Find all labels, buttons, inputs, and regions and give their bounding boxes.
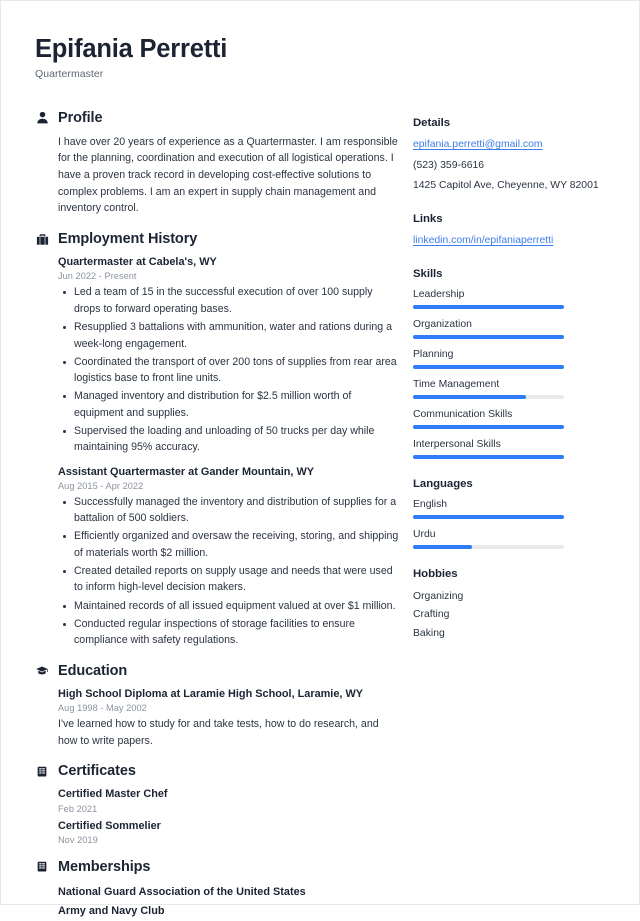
skill-label: Time Management [413,378,500,390]
section-memberships [35,859,399,921]
skill-track [413,305,564,309]
mailing-address: 1425 Capitol Ave, Cheyenne, WY 82001 [413,180,599,192]
sidebar-section-details [413,117,609,194]
skill-track [413,425,564,429]
email-link[interactable]: epifania.perretti@gmail.com [413,139,543,150]
hobby-item: Crafting [413,609,450,621]
job-bullet: Led a team of 15 in the successful execution of over 100 supply drops to forward operating bases. [58,284,399,317]
clipboard-icon [35,859,49,874]
sidebar-section-skills [413,268,609,459]
education-entry [58,687,399,750]
language-label: English [413,498,448,510]
membership-item: Army and Navy Club [58,904,165,917]
section-employment-history [35,231,399,648]
main-column [35,35,413,917]
section-body [35,687,399,750]
job-bullet: Supervised the loading and unloading of 50 trucks per day while maintaining 95% accuracy. [58,423,399,456]
candidate-name: Epifania Perretti [35,35,228,63]
certificate-entry [58,819,399,845]
skill-label: Interpersonal Skills [413,438,501,450]
skill-track [413,335,564,339]
sidebar-section-links [413,213,609,249]
section-header [35,231,399,247]
skill-fill [413,365,564,369]
clipboard-icon [35,764,49,779]
skill-fill [413,395,526,399]
section-title: Education [58,662,128,679]
sidebar-title: Links [413,213,443,226]
job-bullet: Created detailed reports on supply usage and needs that were used to inform high-level decision makers. [58,563,399,596]
skill-item [413,378,609,399]
skill-item [413,348,609,369]
sidebar-title: Skills [413,267,443,280]
job-bullet: Maintained records of all issued equipment valued at over $1 million. [58,598,399,615]
job-dates: Aug 2015 - Apr 2022 [58,480,144,491]
person-icon [35,110,49,125]
employment-entry [58,465,399,649]
skill-label: Organization [413,318,472,330]
skill-label: Leadership [413,288,465,300]
candidate-job-title: Quartermaster [35,67,104,80]
certificate-date: Feb 2021 [58,803,98,814]
job-bullet: Resupplied 3 battalions with ammunition, water and rations during a week-long engagement. [58,319,399,352]
hobby-item: Baking [413,628,445,639]
sidebar-title: Details [413,117,451,129]
job-bullet: Coordinated the transport of over 200 tons of supplies from rear area logistics base to front line units. [58,354,399,387]
job-bullets [58,284,399,455]
language-fill [413,545,472,549]
employment-entry [58,255,399,455]
phone-number: (523) 359-6616 [413,159,485,171]
language-track [413,515,564,519]
section-header [35,110,399,126]
skill-label: Planning [413,348,454,360]
sidebar-section-languages [413,478,609,549]
section-profile [35,110,399,218]
certificate-title: Certified Sommelier [58,819,161,832]
certificate-title: Certified Master Chef [58,788,168,801]
job-bullet: Managed inventory and distribution for $2.5 million worth of equipment and supplies. [58,388,399,421]
skill-fill [413,335,564,339]
degree-dates: Aug 1998 - May 2002 [58,702,147,713]
degree-description: I've learned how to study for and take tests, how to do research, and how to write papers. [58,717,379,747]
profile-text: I have over 20 years of experience as a Quartermaster. I am responsible for the planning, coordination and execution of all logistical operations. I have a proven track record in developing cost-effective solutions to complex problems. I am an expert in supply chain management and inventory control. [58,135,398,215]
job-bullet: Efficiently organized and oversaw the receiving, storing, and shipping of materials worth $2 million. [58,528,399,561]
briefcase-icon [35,232,49,247]
section-body [35,883,399,921]
section-education [35,663,399,750]
job-title: Quartermaster at Cabela's, WY [58,256,217,269]
language-label: Urdu [413,528,436,540]
skill-label: Communication Skills [413,408,513,420]
sidebar-section-hobbies [413,568,609,644]
section-title: Memberships [58,858,151,875]
certificate-entry [58,787,399,813]
skill-track [413,395,564,399]
job-dates: Jun 2022 - Present [58,271,137,282]
graduation-cap-icon [35,663,49,678]
skill-item [413,408,609,429]
degree-title: High School Diploma at Laramie High School, Laramie, WY [58,687,363,700]
section-title: Profile [58,109,103,126]
section-header [35,663,399,679]
job-bullets [58,494,399,649]
section-certificates [35,763,399,845]
skill-track [413,365,564,369]
hobby-item: Organizing [413,590,464,602]
section-title: Certificates [58,763,136,780]
linkedin-link[interactable]: linkedin.com/in/epifaniaperretti [413,235,554,247]
skill-item [413,318,609,339]
skill-item [413,288,609,309]
skill-fill [413,425,564,429]
sidebar-title: Hobbies [413,567,458,580]
membership-item: National Guard Association of the United States [58,885,306,898]
resume-header [35,35,399,80]
sidebar-column [413,35,609,894]
skill-fill [413,305,564,309]
language-fill [413,515,564,519]
job-bullet: Successfully managed the inventory and distribution of supplies for a battalion of 500 soldiers. [58,494,399,527]
language-item [413,498,609,519]
skill-fill [413,455,564,459]
sidebar-title: Languages [413,477,473,490]
skill-item [413,438,609,459]
section-body [35,787,399,845]
section-header [35,763,399,779]
section-header [35,859,399,875]
section-body [35,255,399,648]
section-title: Employment History [58,231,198,248]
certificate-date: Nov 2019 [58,834,98,845]
skill-track [413,455,564,459]
language-item [413,528,609,549]
job-title: Assistant Quartermaster at Gander Mountain, WY [58,465,314,478]
language-track [413,545,564,549]
section-body [35,134,399,218]
job-bullet: Conducted regular inspections of storage facilities to ensure compliance with safety regulations. [58,616,399,649]
